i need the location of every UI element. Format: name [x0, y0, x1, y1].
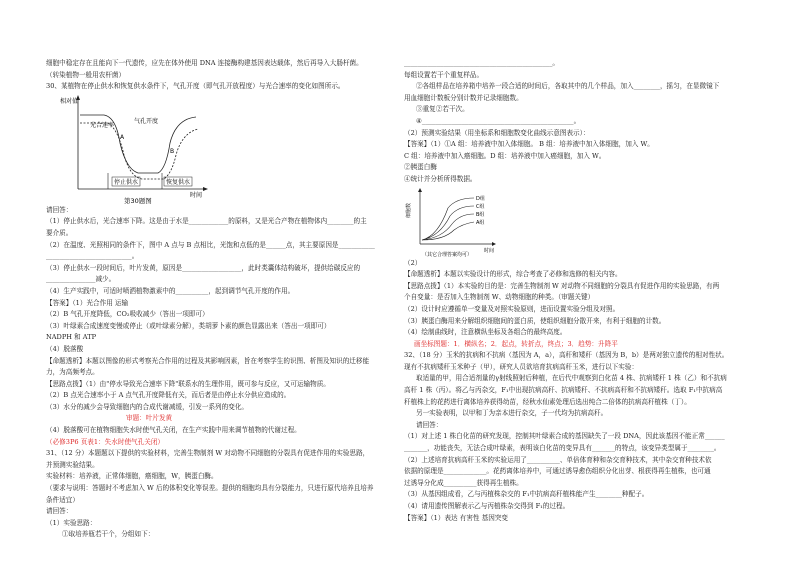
text-line: （2）预测实验结果（用坐标系和细胞数变化曲线示意图表示）： [404, 128, 590, 137]
y-axis-label: 细胞数 [406, 202, 412, 218]
text-line: 高秆 1 株（丙）。将乙与丙杂交，F₁中出现抗病高秆、抗病矮秆、不抗病高秆和不抗病矮秆。选取 F₁中抗病高 [404, 386, 723, 395]
text-line: （3）停止供水一段时间后，叶片发黄，原因是__________________，此时类囊体结构破坏，提供给碳反应的 [46, 263, 361, 272]
answer-line: 【答案】（1）光合作用 运输 [46, 298, 129, 307]
legend-b: B组 [476, 211, 485, 218]
text-line: _______________减少。 [46, 275, 116, 284]
text-line: 另一实验表明，以甲和丁为亲本进行杂交，子一代均为抗病高秆。 [416, 409, 608, 418]
figure-caption: （其它合理答案均可） [422, 251, 473, 258]
text-line: 过诱导分化成__________获得再生植株。 [404, 478, 523, 487]
figure-30 [46, 93, 402, 205]
curve-label-stomatal: 气孔开度 [134, 117, 159, 125]
answer-line: （4）脱落酸 [46, 344, 84, 353]
text-line: ③重复②若干次。 [416, 105, 469, 114]
figure-31-graph [404, 186, 514, 258]
point-a-label: A [120, 133, 125, 141]
analysis-line: 个自变量：是否加入生物制剂 W、动物细胞的种类。（审题关键） [404, 293, 595, 302]
text-line: （1）对上述 1 株白化苗的研究发现，控制其叶绿素合成的基因缺失了一段 DNA，因此该基因不能正常______ [404, 432, 725, 441]
answer-line: （2）B 气孔开度降低，CO₂吸收减少（答出一项即可） [46, 310, 209, 319]
analysis-line: （2）B 点光合速率小于 A 点气孔开度降低有关，而后者是由停止水分供应造成的。 [46, 391, 291, 400]
text-line: 秆植株上的花药进行离体培养获得幼苗，经秋水仙素处理后选出纯合二倍体的抗病高秆植株（丁）。 [404, 397, 691, 406]
figure-30-graph [46, 93, 286, 205]
legend-d: D组 [476, 195, 485, 202]
text-line: 细胞中稳定存在且能向下一代遗传，应先在体外使用 DNA 连接酶构建基因表达载体，然后再导入大肠杆菌。 [46, 59, 363, 67]
legend-a: A组 [476, 219, 485, 226]
curve-label-photosynthesis: 光合速率 [90, 121, 115, 129]
stop-water-label: 停止供水 [114, 178, 139, 186]
question-32-title: 32、（18 分）玉米的抗病和不抗病（基因为 A，a），高秆和矮秆（基因为 B，b）是两对独立遗传的相对性状。 [404, 351, 729, 360]
text-line: （4）生产实践中，可适时喷洒植物激素中的__________，起到调节气孔开度的作用。 [46, 286, 295, 295]
text-line: 请回答： [46, 507, 73, 516]
text-line: 请回答： [46, 205, 73, 214]
answer-line: ④统计并分析所得数据。 [404, 174, 477, 183]
review-note: 审题：叶片发黄 [126, 414, 173, 423]
text-line: 用血细胞计数板分别计数并记录细胞数。 [404, 93, 523, 102]
text-line: （转染植物一般用农杆菌） [46, 70, 126, 79]
text-line: 实验材料：培养液，正常体细胞，癌细胞，W，胰蛋白酶。 [46, 472, 218, 481]
answer-line: 【答案】（1）表达 有害性 基因突变 [404, 513, 508, 522]
text-line: （要求与说明：答题时不考虑加入 W 后的体积变化等误差。提供的细胞均具有分裂能力，只进行原代培养且培养 [46, 484, 374, 493]
graph-tips-note: 画坐标图题：1．横纵名；2．起点，转折点，终点；3．趋势：升降平 [414, 339, 618, 348]
answer-line: NADPH 和 ATP [46, 333, 97, 342]
analysis-line: 【思路点拨】（1）由"停水导致光合速率下降"联系水的生理作用，既可参与反应，又可运输物质。 [46, 379, 330, 388]
text-line: （1）停止供水后，光合速率下降。这是由于水是____________的原料，又是光合产物在植物体内________的主 [46, 217, 367, 226]
text-line: （4）请用遗传图解表示乙与丙植株杂交得到 F₁的过程。 [404, 502, 570, 510]
answer-line: ②胰蛋白酶 [404, 163, 437, 172]
analysis-line: （3）胰蛋白酶用来分解组织细胞间的蛋白质，使组织细胞分散开来，有利于细胞的计数。 [404, 316, 666, 325]
answer-line: 【答案】（1）①A 组：培养液中加入体细胞。 B 组：培养液中加入体细胞，加入 W。 [404, 140, 654, 149]
analysis-line: （4）脱落酸可在植物细胞失水时使气孔关闭，在生产实践中用来调节植物的代谢过程。 [46, 426, 301, 435]
analysis-line: （2）设计时应遵循单一变量及对照实验原则，进而设置实验分组及对照。 [404, 304, 620, 313]
question-30-title: 30、某植物在停止供水和恢复供水条件下，气孔开度（即气孔开放程度）与光合速率的变化如图所示。 [46, 82, 345, 91]
text-line: 请回答： [416, 420, 443, 429]
analysis-line: 【命题透析】本题以图像的形式考察光合作用的过程及其影响因素，旨在考察学生的识图、析图及知识的迁移能 [46, 356, 370, 365]
analysis-line: （4）绘制曲线时，注意横纵坐标及各组合的最终高度。 [404, 328, 567, 337]
text-line: （2）在温度、光照相同的条件下，图中 A 点与 B 点相比，光饱和点低的是______点，其主要原因是___________ [46, 240, 375, 249]
text-line: _______，功能丧失，无法合成叶绿素，表明该白化苗的变异具有_______的特点，该变异类型属于________。 [404, 444, 721, 453]
text-line: （2） [404, 258, 422, 267]
text-line: 并预测实验结果。 [46, 460, 99, 469]
answer-line: （3）叶绿素合成速度变慢或停止（或叶绿素分解），类胡萝卜素的颜色显露出来（答出一项即可） [46, 321, 331, 330]
text-line: 要介质。 [46, 228, 73, 237]
text-line: （1）实验思路： [46, 518, 97, 527]
text-line: 依据的原理是_____________。花药离体培养中，可通过诱导愈伤组织分化出芽、根获得再生植株，也可通 [404, 467, 711, 476]
right-column [404, 58, 754, 524]
text-line: _____________________________________________。 [404, 59, 559, 67]
text-line: ④______________________________________________。 [416, 116, 581, 125]
text-line: （2）上述培育抗病高秆玉米的实验运用了__________、单倍体育种和杂交育种技术，其中杂交育种技术依 [404, 455, 712, 464]
analysis-line: （3）水分的减少会导致细胞内的合成代谢减缓，引发一系列的变化。 [46, 402, 249, 411]
text-line: __________________________。 [46, 252, 139, 261]
text-line: 条件适宜） [46, 495, 79, 504]
x-axis-label: 时间 [190, 191, 203, 199]
analysis-line: 【命题透析】本题以实验设计的形式，综合考查了必修和选修的相关内容。 [404, 270, 622, 279]
analysis-line: 力，为高频考点。 [46, 368, 99, 377]
y-axis-label: 相对值 [60, 97, 79, 105]
text-line: ①取培养瓶若干个，分组如下： [62, 530, 155, 539]
figure-caption: 第30题图 [124, 196, 152, 205]
text-line: （3）从基因组成看，乙与丙植株杂交的 F₁中抗病高秆植株能产生________种配子。 [404, 490, 649, 499]
reference-note: （必修3P6 页表1：失水时使气孔关闭） [46, 437, 165, 446]
text-line: 取适量的甲，用合适剂量的γ射线照射后种植，在后代中观察到白化苗 4 株、抗病矮秆 1 株（乙）和不抗病 [416, 374, 727, 383]
analysis-line: 【思路点拨】（1）本实验的目的是：完善生物制剂 W 对动物不同细胞的分裂具有促进作用的实验思路，有两 [404, 281, 720, 290]
left-column [46, 58, 402, 541]
text-line: 现有不抗病矮秆玉米种子（甲），研究人员欲培育抗病高秆玉米，进行以下实验： [404, 362, 639, 371]
text-line: ②各组样品在培养箱中培养一段合适的时间后，各取其中的几个样品，加入________，摇匀，在显微镜下 [416, 82, 720, 91]
point-b-label: B [170, 147, 175, 155]
text-line: 每组设置若干个重复样品。 [404, 70, 484, 79]
resume-water-label: 恢复供水 [166, 178, 191, 186]
question-31-title: 31、（12 分）本题题以下提供的实验材料，完善生物制剂 W 对动物不同细胞的分裂具有促进作用的实验思路， [46, 449, 370, 458]
legend-c: C组 [476, 203, 485, 210]
x-axis-label: 时间 [484, 247, 495, 254]
figure-31 [404, 186, 754, 258]
answer-line: C 组：培养液中加入癌细胞。D 组：培养液中加入癌细胞，加入 W。 [404, 151, 606, 160]
